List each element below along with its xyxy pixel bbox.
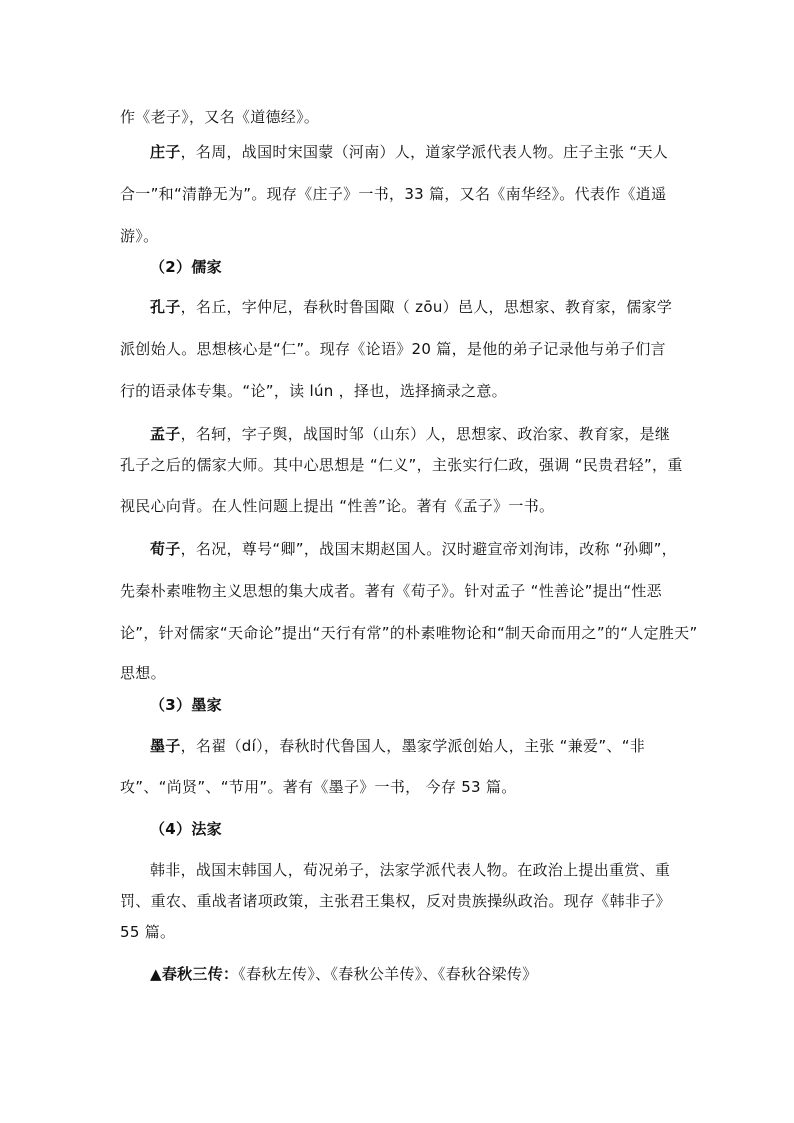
mengzi-name: 孟子	[150, 425, 181, 443]
kongzi-line-1	[150, 297, 672, 317]
mengzi-text-2: 孔子之后的儒家大师。其中心思想是 “仁义”，主张实行仁政，强调 “民贵君轻”，重	[120, 456, 683, 474]
mengzi-line-3	[120, 496, 554, 516]
zhuangzi-line-1	[150, 142, 668, 162]
mozi-text-1: ，名翟（dí），春秋时代鲁国人，墨家学派创始人，主张 “兼爱”、“非	[180, 737, 646, 755]
xunzi-text-3: 论”，针对儒家“天命论”提出“天行有常”的朴素唯物论和“制天命而用之”的“人定胜天”	[120, 624, 698, 642]
zhuangzi-text-2: 合一”和“清静无为”。现存《庄子》一书，33 篇，又名《南华经》。代表作《逍遥	[120, 185, 667, 203]
mengzi-line-1	[150, 424, 670, 444]
xunzi-text-1: ，名况，尊号“卿”，战国末期赵国人。汉时避宣帝刘洵讳，改称 “孙卿”，	[180, 540, 677, 558]
mengzi-line-2	[120, 455, 683, 475]
chunqiu-label: ▲春秋三传：	[150, 965, 239, 983]
mozi-line-2	[120, 777, 517, 797]
mengzi-text-1: ，名轲，字子舆，战国时邹（山东）人，思想家、政治家、教育家，是继	[180, 425, 671, 443]
xunzi-text-4: 思想。	[120, 664, 166, 682]
zhuangzi-line-2	[120, 184, 666, 204]
zhuangzi-text-3: 游》。	[120, 227, 159, 245]
xunzi-line-4	[120, 663, 166, 683]
chunqiu-line	[150, 964, 537, 984]
laozi-tail-text: 作《老子》，又名《道德经》。	[120, 108, 320, 126]
hanfei-text-2: 罚、重农、重战者诸项政策，主张君王集权，反对贵族操纵政治。现存《韩非子》	[120, 892, 671, 910]
zhuangzi-text-1: ，名周，战国时宋国蒙（河南）人，道家学派代表人物。庄子主张 “天人	[180, 143, 669, 161]
hanfei-text-1: 韩非，战国末韩国人，荀况弟子，法家学派代表人物。在政治上提出重赏、重	[150, 861, 671, 879]
xunzi-line-1	[150, 539, 677, 559]
hanfei-line-1	[150, 860, 670, 880]
zhuangzi-name: 庄子	[150, 143, 181, 161]
mozi-name: 墨子	[150, 737, 181, 755]
kongzi-line-3	[120, 381, 507, 401]
chunqiu-text: 《春秋左传》、《春秋公羊传》、《春秋谷梁传》	[238, 965, 538, 983]
fa-heading-text: （4）法家	[150, 820, 222, 838]
kongzi-name: 孔子	[150, 298, 181, 316]
xunzi-line-3	[120, 623, 698, 643]
hanfei-line-3	[120, 922, 175, 942]
kongzi-text-2: 派创始人。思想核心是“仁”。现存《论语》20 篇，是他的弟子记录他与弟子们言	[120, 340, 666, 358]
zhuangzi-line-3	[120, 226, 158, 246]
kongzi-text-3: 行的语录体专集。“论”，读 lún ，择也，选择摘录之意。	[120, 382, 507, 400]
fa-heading	[150, 819, 222, 839]
ru-heading	[150, 257, 222, 277]
mo-heading	[150, 695, 222, 715]
hanfei-text-3: 55 篇。	[120, 923, 176, 941]
kongzi-text-1: ，名丘，字仲尼，春秋时鲁国陬（ zōu）邑人，思想家、教育家，儒家学	[180, 298, 673, 316]
mozi-text-2: 攻”、“尚贤”、“节用”。著有《墨子》一书， 今存 53 篇。	[120, 778, 517, 796]
xunzi-line-2	[120, 581, 662, 601]
kongzi-line-2	[120, 339, 666, 359]
mo-heading-text: （3）墨家	[150, 696, 222, 714]
hanfei-line-2	[120, 891, 671, 911]
mozi-line-1	[150, 736, 645, 756]
xunzi-name: 荀子	[150, 540, 181, 558]
mengzi-text-3: 视民心向背。在人性问题上提出 “性善”论。著有《孟子》一书。	[120, 497, 555, 515]
laozi-tail-line	[120, 107, 319, 127]
xunzi-text-2: 先秦朴素唯物主义思想的集大成者。著有《荀子》。针对孟子 “性善论”提出“性恶	[120, 582, 662, 600]
ru-heading-text: （2）儒家	[150, 258, 222, 276]
